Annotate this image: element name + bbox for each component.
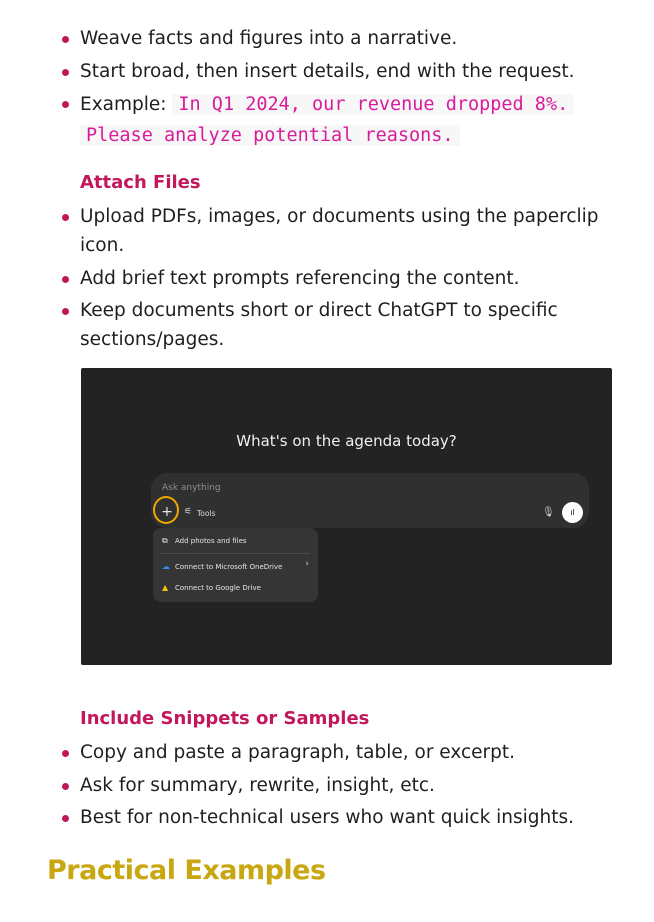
section-heading-attach-files: Attach Files [80,172,201,193]
list-item: Weave facts and figures into a narrative. [60,24,620,53]
section-heading-snippets: Include Snippets or Samples [80,708,370,729]
bullet-list-attach-files [60,202,620,358]
prompt-composer [151,473,589,528]
google-drive-icon: ▲ [162,583,169,592]
list-item: Ask for summary, rewrite, insight, etc. [60,771,620,800]
example-code: Please analyze potential reasons. [80,125,460,146]
voice-icon: ıl [562,502,583,523]
bullet-list-narrative [60,24,620,155]
bullet-list-snippets [60,738,620,836]
section-heading-practical-examples: Practical Examples [47,855,326,886]
plus-icon: + [161,504,173,520]
prompt-placeholder: Ask anything [162,483,221,493]
onedrive-icon: ☁ [162,562,170,571]
list-item: Copy and paste a paragraph, table, or excerpt. [60,738,620,767]
list-item: Keep documents short or direct ChatGPT to specific sections/pages. [60,296,620,354]
list-item-example [60,89,620,151]
tools-icon: ⚟ [184,507,193,517]
attach-menu [153,528,318,602]
menu-item-label: Add photos and files [175,537,247,545]
chatgpt-screenshot [81,368,612,665]
list-item: Upload PDFs, images, or documents using the paperclip icon. [60,202,620,260]
list-item: Add brief text prompts referencing the content. [60,264,620,293]
attach-icon: ⧉ [162,536,168,545]
menu-item-label: Connect to Microsoft OneDrive [175,563,283,571]
list-item: Best for non-technical users who want quick insights. [60,803,620,832]
menu-item-label: Connect to Google Drive [175,584,261,592]
example-label: Example: [80,94,167,115]
menu-divider [161,553,310,554]
example-code: In Q1 2024, our revenue dropped 8%. [172,94,574,115]
menu-item-google-drive [162,583,261,592]
menu-item-onedrive [162,562,282,571]
agenda-heading: What's on the agenda today? [236,432,457,450]
tools-label: Tools [197,509,216,518]
menu-item-add-photos [162,536,247,546]
mic-icon: 🎙 [542,507,555,518]
chevron-right-icon: › [305,559,309,569]
list-item: Start broad, then insert details, end with the request. [60,57,620,86]
